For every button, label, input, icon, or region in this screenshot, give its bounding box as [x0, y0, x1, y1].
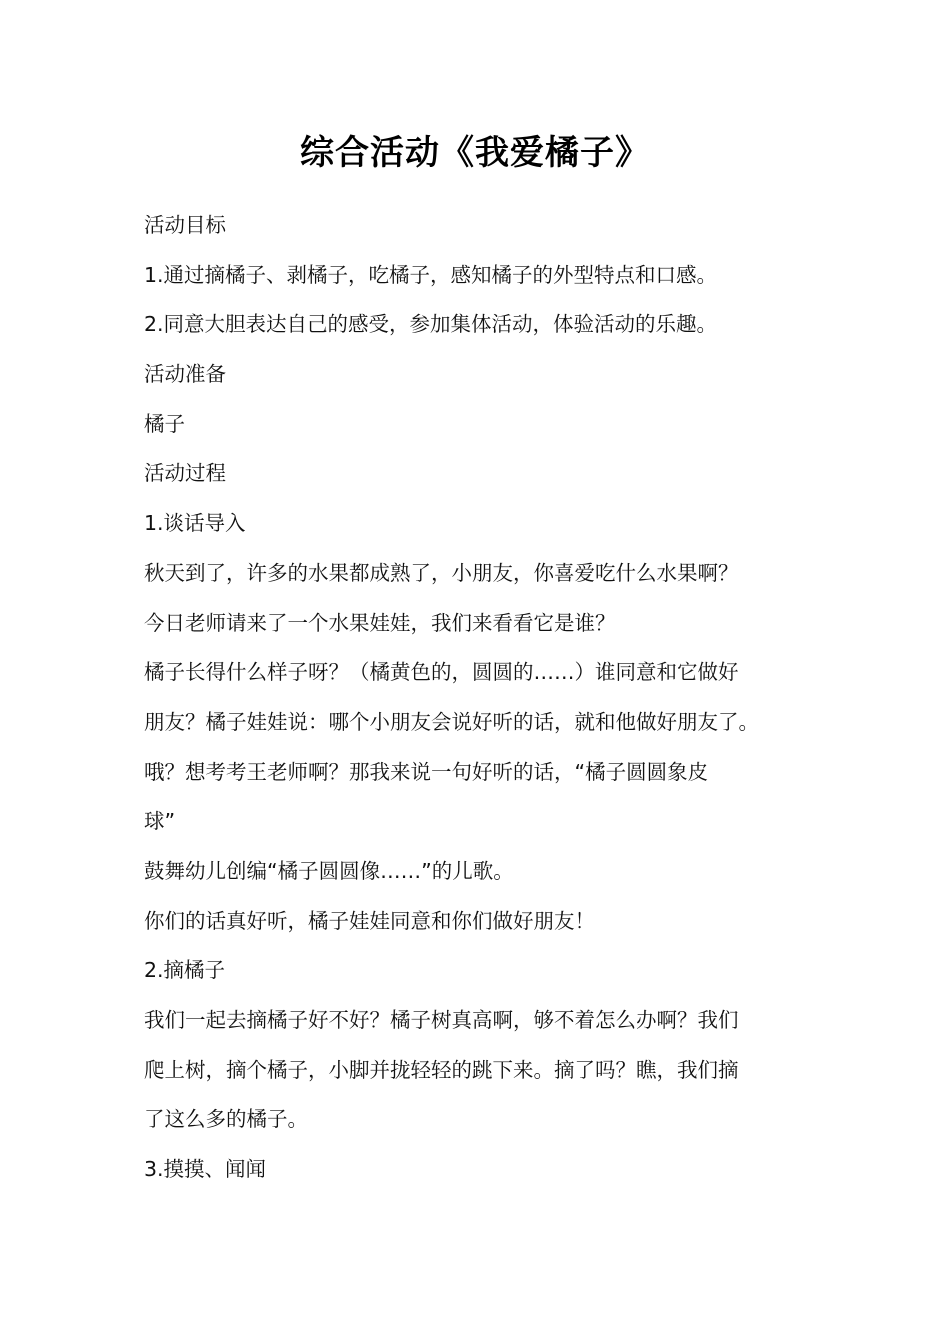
paragraph-line: 今日老师请来了一个水果娃娃，我们来看看它是谁？ — [144, 610, 616, 635]
section-heading-goals: 活动目标 — [144, 213, 226, 237]
step-heading-1: 1.谈话导入 — [144, 511, 246, 536]
section-heading-preparation: 活动准备 — [144, 362, 226, 387]
document-title: 综合活动《我爱橘子》 — [300, 133, 650, 173]
paragraph-line: 了这么多的橘子。 — [144, 1107, 308, 1132]
document-body — [144, 201, 834, 1195]
step-heading-2: 2.摘橘子 — [144, 958, 226, 983]
goal-item-1: 1.通过摘橘子、剥橘子，吃橘子，感知橘子的外型特点和口感。 — [144, 262, 718, 287]
preparation-item: 橘子 — [144, 411, 185, 436]
paragraph-line: 我们一起去摘橘子好不好？橘子树真高啊，够不着怎么办啊？我们 — [144, 1008, 739, 1032]
section-heading-process: 活动过程 — [144, 461, 226, 486]
paragraph-line: 球” — [144, 809, 176, 834]
paragraph-line: 你们的话真好听，橘子娃娃同意和你们做好朋友！ — [144, 908, 595, 933]
paragraph-line: 朋友？橘子娃娃说：哪个小朋友会说好听的话，就和他做好朋友了。 — [144, 709, 759, 734]
paragraph-line: 爬上树，摘个橘子，小脚并拢轻轻的跳下来。摘了吗？瞧，我们摘 — [144, 1057, 739, 1082]
paragraph-line: 橘子长得什么样子呀？（橘黄色的，圆圆的……）谁同意和它做好 — [144, 660, 739, 685]
paragraph-line: 哦？想考考王老师啊？那我来说一句好听的话，“橘子圆圆象皮 — [144, 759, 709, 784]
paragraph-line: 鼓舞幼儿创编“橘子圆圆像……”的儿歌。 — [144, 858, 514, 883]
goal-item-2: 2.同意大胆表达自己的感受，参加集体活动，体验活动的乐趣。 — [144, 312, 718, 337]
paragraph-line: 秋天到了，许多的水果都成熟了，小朋友，你喜爱吃什么水果啊？ — [144, 560, 739, 585]
step-heading-3: 3.摸摸、闻闻 — [144, 1157, 267, 1182]
